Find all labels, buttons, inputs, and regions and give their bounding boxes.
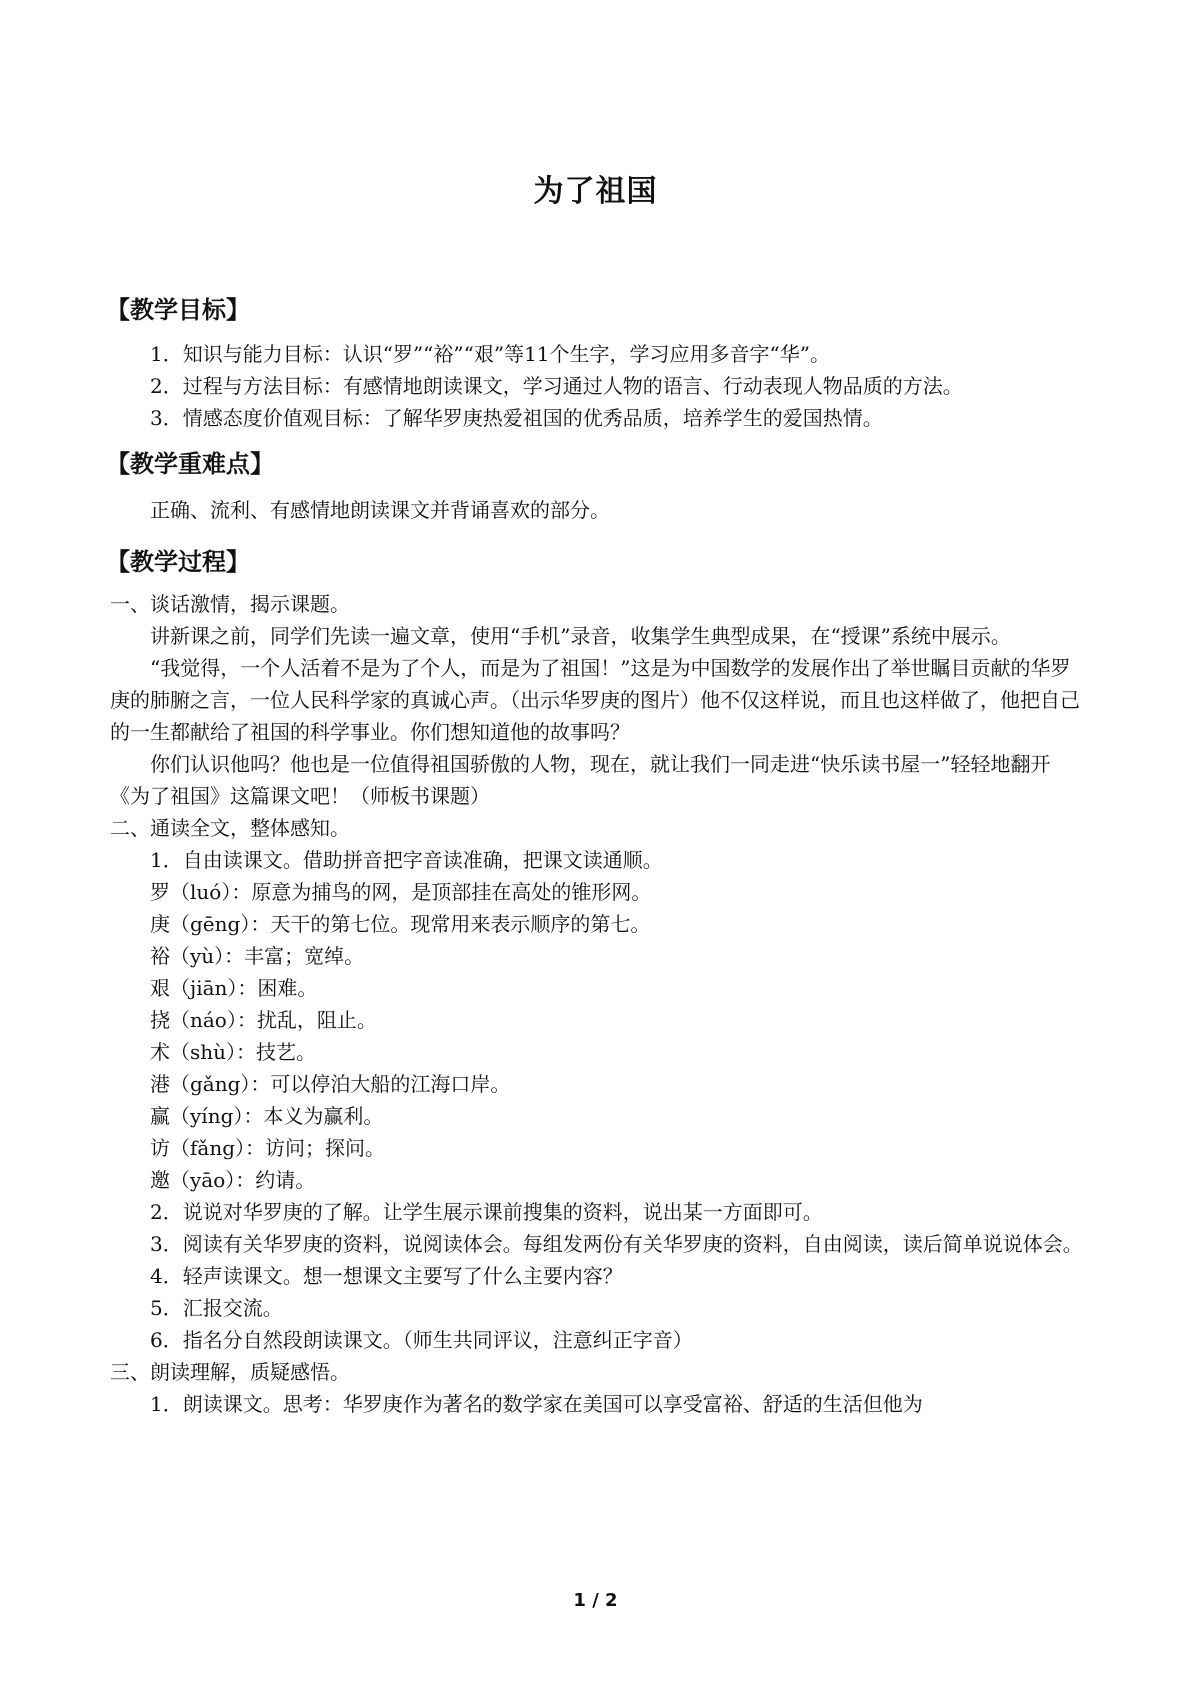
process-heading: 【教学过程】 [106,548,250,576]
part2-step-3: 3．阅读有关华罗庚的资料，说阅读体会。每组发两份有关华罗庚的资料，自由阅读，读后简单说说体会。 [150,1232,1083,1256]
objective-item-2: 2．过程与方法目标：有感情地朗读课文，学习通过人物的语言、行动表现人物品质的方法。 [150,374,963,398]
page-number: 1 / 2 [573,1590,618,1611]
objectives-heading: 【教学目标】 [106,296,250,324]
part2-step-1: 1．自由读课文。借助拼音把字音读准确，把课文读通顺。 [150,848,663,872]
vocab-item-yao: 邀（yāo）：约请。 [150,1168,316,1192]
part2-step-6: 6．指名分自然段朗读课文。（师生共同评议，注意纠正字音） [150,1328,693,1352]
part1-title: 一、谈话激情，揭示课题。 [110,592,350,616]
vocab-item-ying: 赢（yíng）：本义为赢利。 [150,1104,384,1128]
part2-title: 二、通读全文，整体感知。 [110,816,350,840]
vocab-item-nao: 挠（náo）：扰乱，阻止。 [150,1008,377,1032]
objective-item-3: 3．情感态度价值观目标：了解华罗庚热爱祖国的优秀品质，培养学生的爱国热情。 [150,406,883,430]
document-body [106,292,1090,1420]
vocab-item-luo: 罗（luó）：原意为捕鸟的网，是顶部挂在高处的锥形网。 [150,880,652,904]
document-title: 为了祖国 [533,174,658,209]
part1-paragraph-2: “我觉得，一个人活着不是为了个人，而是为了祖国！”这是为中国数学的发展作出了举世瞩目贡献的华罗庚的肺腑之言，一位人民科学家的真诚心声。（出示华罗庚的图片）他不仅这样说，而且也这样做了，他把自己的一生都献给了祖国的科学事业。你们想知道他的故事吗？ [110,656,1080,744]
vocab-item-geng: 庚（gēng）：天干的第七位。现常用来表示顺序的第七。 [150,912,651,936]
part1-paragraph-3: 你们认识他吗？他也是一位值得祖国骄傲的人物，现在，就让我们一同走进“快乐读书屋一”轻轻地翻开《为了祖国》这篇课文吧！（师板书课题） [110,752,1051,808]
vocab-item-yu: 裕（yù）：丰富；宽绰。 [150,944,365,968]
part3-title: 三、朗读理解，质疑感悟。 [110,1360,350,1384]
objective-item-1: 1．知识与能力目标：认识“罗”“裕”“艰”等11个生字，学习应用多音字“华”。 [150,342,830,366]
vocab-item-jian: 艰（jiān）：困难。 [150,976,318,1000]
part2-step-4: 4．轻声读课文。想一想课文主要写了什么主要内容？ [150,1264,623,1288]
part1-paragraph-1: 讲新课之前，同学们先读一遍文章，使用“手机”录音，收集学生典型成果，在“授课”系统中展示。 [150,624,1011,648]
vocab-item-shu: 术（shù）：技艺。 [150,1040,317,1064]
part2-step-5: 5．汇报交流。 [150,1296,283,1320]
vocab-item-fang: 访（fǎng）：访问；探问。 [150,1136,386,1160]
vocab-item-gang: 港（gǎng）：可以停泊大船的江海口岸。 [150,1072,511,1096]
part3-step-1: 1．朗读课文。思考：华罗庚作为著名的数学家在美国可以享受富裕、舒适的生活但他为 [150,1392,923,1416]
key-points-heading: 【教学重难点】 [106,450,274,478]
part2-step-2: 2．说说对华罗庚的了解。让学生展示课前搜集的资料，说出某一方面即可。 [150,1200,823,1224]
key-points-text: 正确、流利、有感情地朗读课文并背诵喜欢的部分。 [150,498,610,522]
